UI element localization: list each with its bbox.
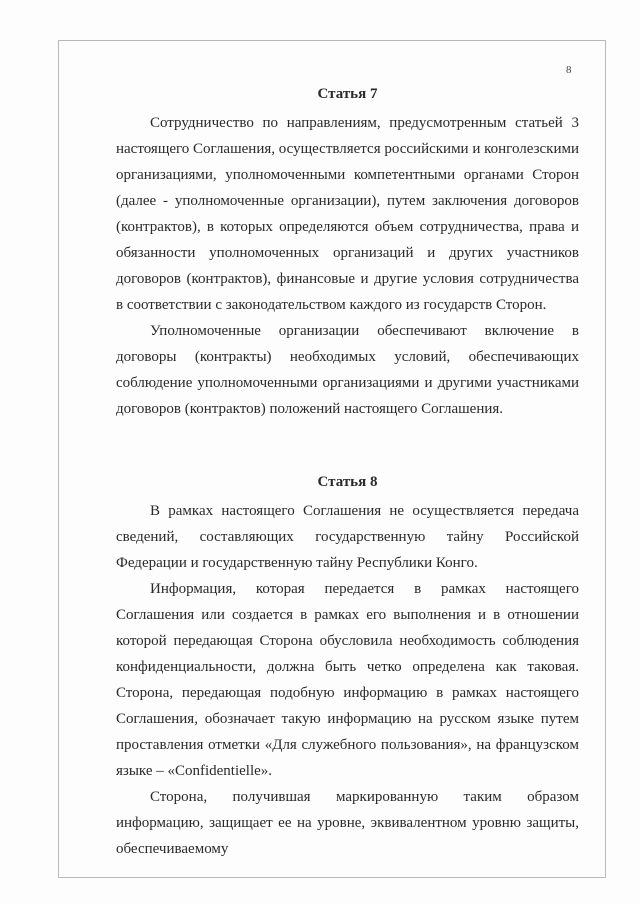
paragraph: Сотрудничество по направлениям, предусмотренным статьей 3 настоящего Соглашения, осуществляется российскими и конголезскими организациями, уполномоченными компетентными органами Сторон (далее - уполномоченные организации), путем заключения договоров (контрактов), в которых определяются объем сотрудничества, права и обязанности уполномоченных организаций и других участников договоров (контрактов), финансовые и другие условия сотрудничества в соответствии с законодательством каждого из государств Сторон.: [116, 115, 579, 313]
page-number: 8: [566, 64, 572, 76]
article-8: [116, 472, 579, 862]
paragraph: Информация, которая передается в рамках настоящего Соглашения или создается в рамках его выполнения и в отношении которой передающая Сторона обусловила необходимость соблюдения конфиденциальности, должна быть четко определена как таковая. Сторона, передающая подобную информацию в рамках настоящего Соглашения, обозначает такую информацию на русском языке путем проставления отметки «Для служебного пользования», на французском языке – «Confidentielle».: [116, 581, 579, 779]
paragraph: Уполномоченные организации обеспечивают включение в договоры (контракты) необходимых условий, обеспечивающих соблюдение уполномоченными организациями и другими участниками договоров (контрактов) положений настоящего Соглашения.: [116, 323, 579, 417]
article-heading: Статья 8: [317, 474, 378, 490]
paragraph: Сторона, получившая маркированную таким образом информацию, защищает ее на уровне, эквивалентном уровню защиты, обеспечиваемому: [116, 789, 579, 857]
paragraph: В рамках настоящего Соглашения не осуществляется передача сведений, составляющих государственную тайну Российской Федерации и государственную тайну Республики Конго.: [116, 503, 579, 571]
article-heading: Статья 7: [317, 86, 378, 102]
article-7: [116, 84, 579, 422]
section-spacer: [116, 422, 579, 472]
document-body: [116, 84, 579, 862]
